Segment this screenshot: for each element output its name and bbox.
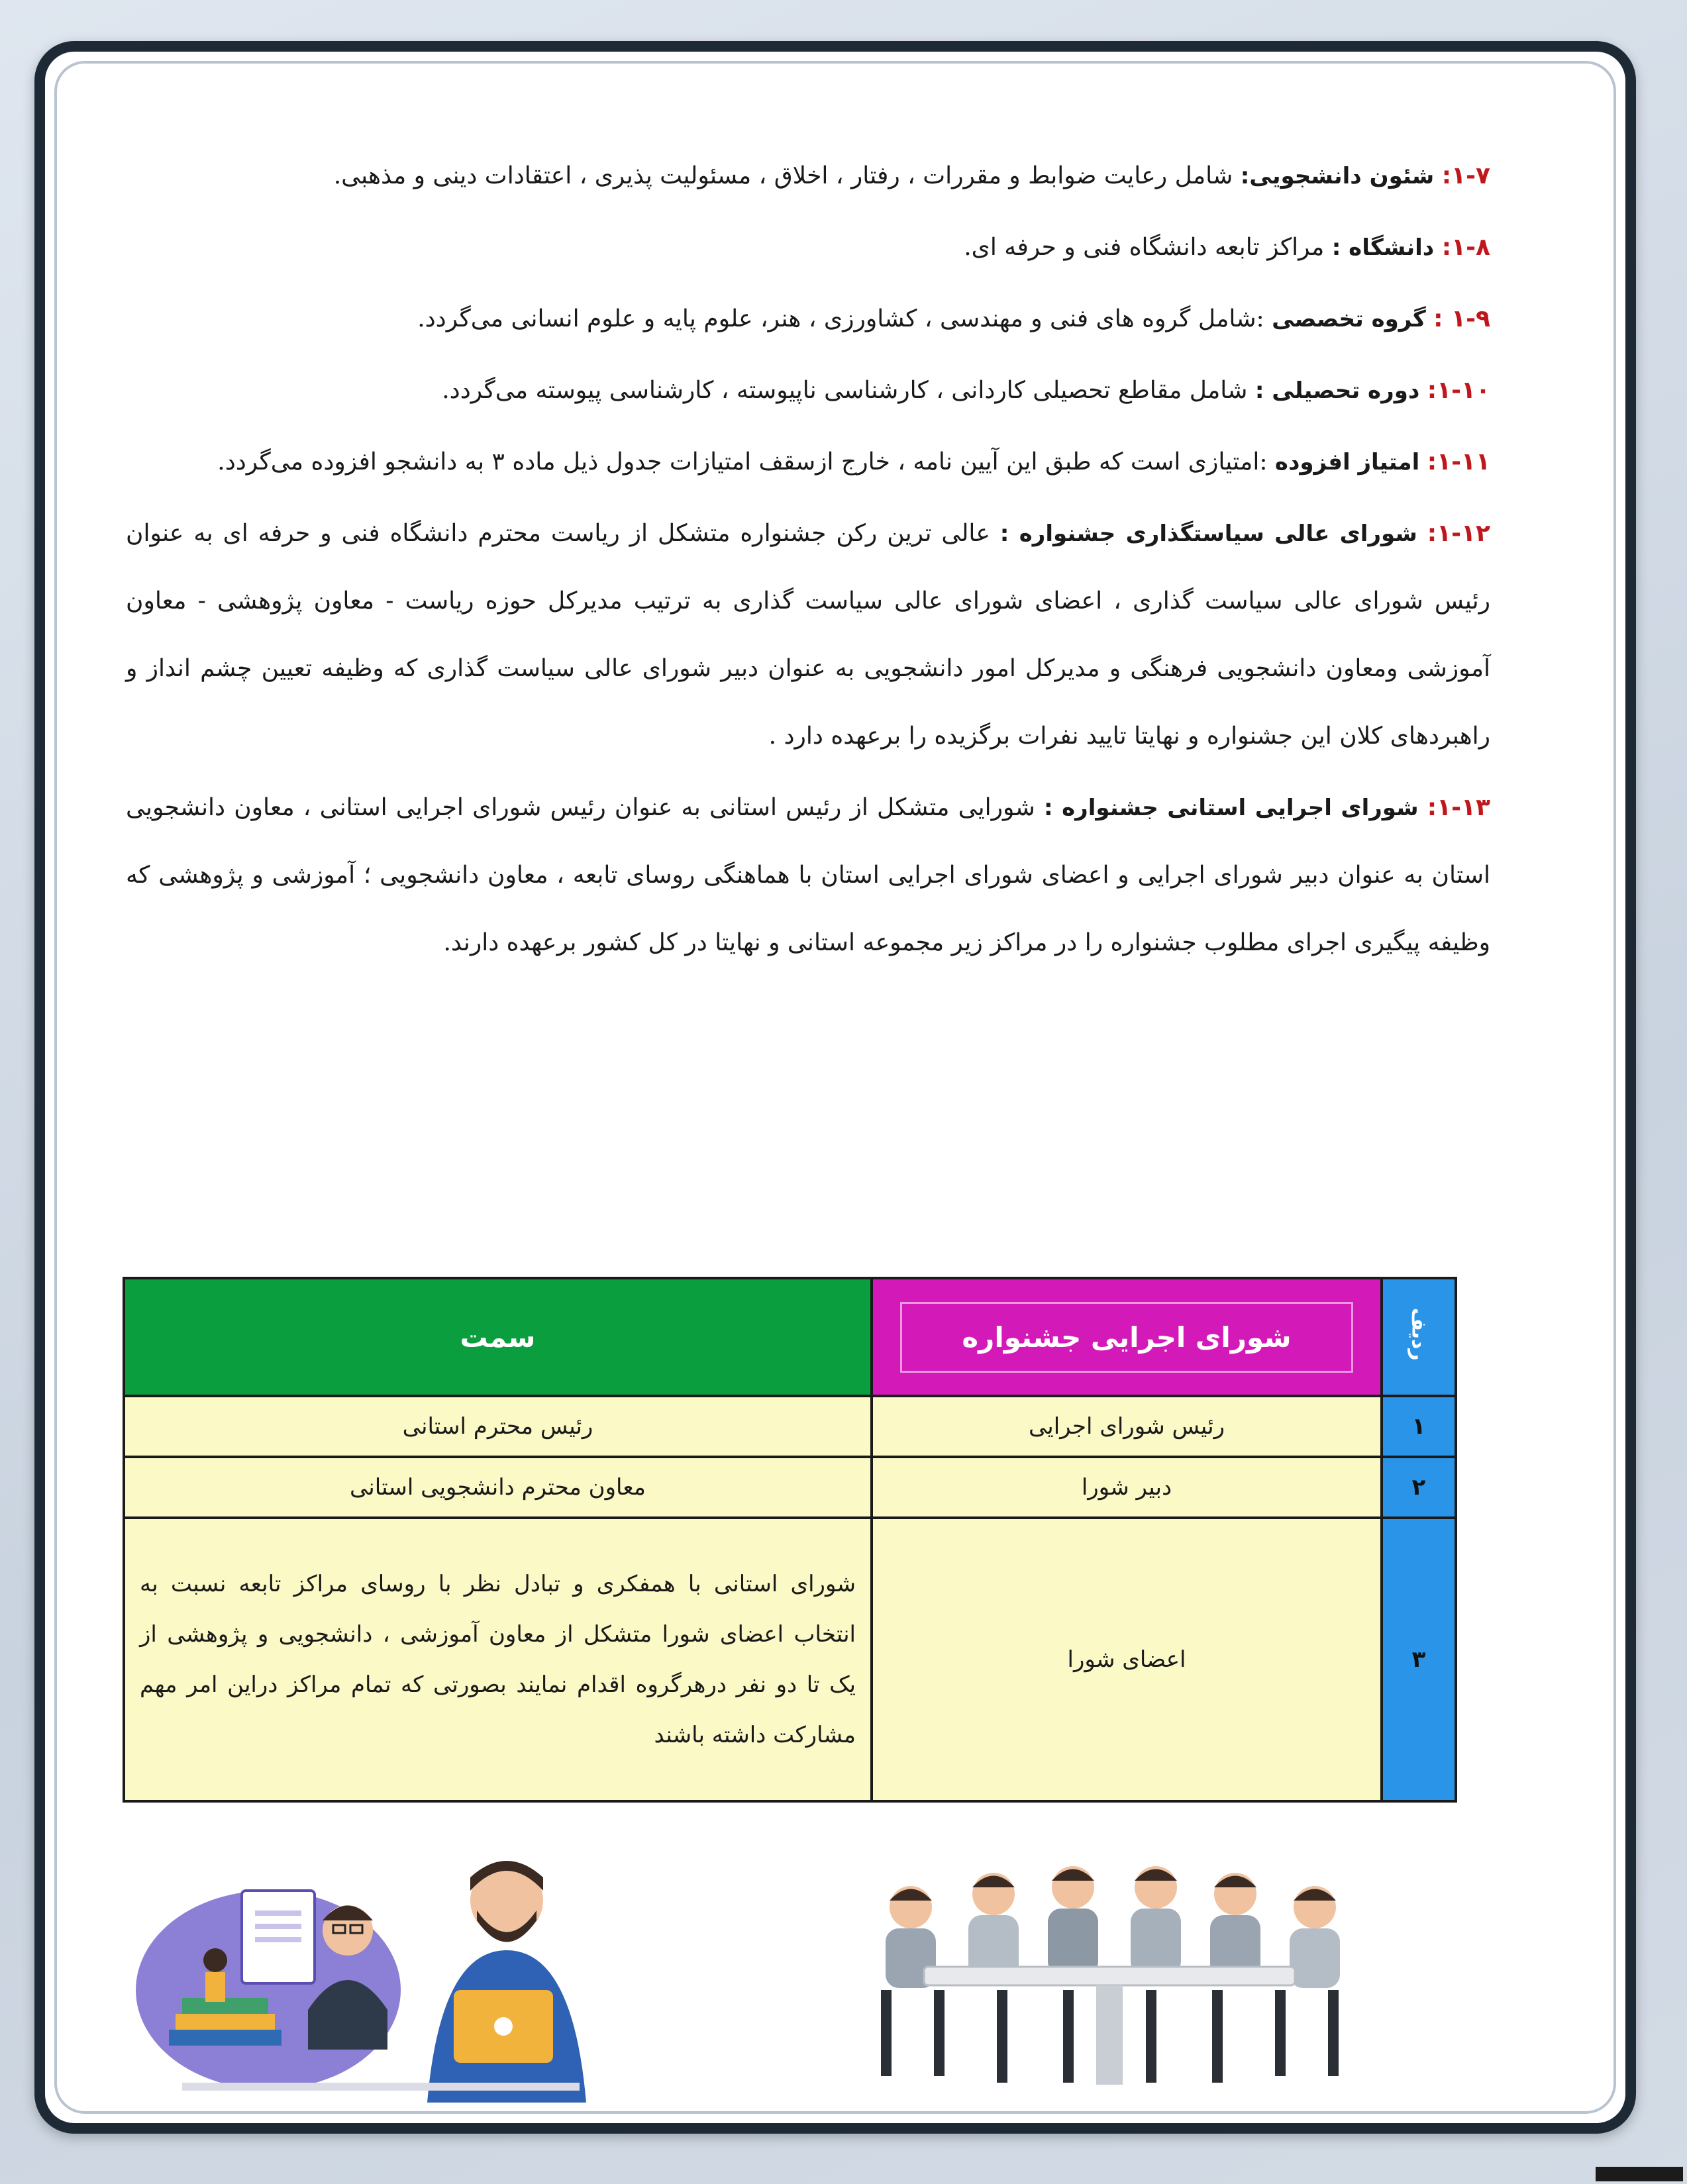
definitions-section xyxy=(126,142,1490,981)
role-cell: رئیس محترم استانی xyxy=(124,1396,872,1457)
header-council xyxy=(872,1278,1382,1396)
definition-text: :امتیازی است که طبق این آیین نامه ، خارج ازسقف امتیازات جدول ذیل ماده ۳ به دانشجو افزوده می‌گردد. xyxy=(217,448,1275,475)
council-cell: رئیس شورای اجرایی xyxy=(872,1396,1382,1457)
header-council-label: شورای اجرایی جشنواره xyxy=(900,1302,1353,1373)
definition-term: شئون دانشجویی: xyxy=(1240,163,1435,189)
definition-number: ۱-۹ : xyxy=(1433,305,1490,332)
table-row xyxy=(124,1518,1456,1801)
definition-1-13 xyxy=(126,774,1490,977)
definition-text: شورایی متشکل از رئیس استانی به عنوان رئیس شورای اجرایی استانی ، معاون دانشجویی استان به عنوان دبیر شورای اجرایی و اعضای شورای اجرایی استان با هماهنگی روسای تابعه ، معاون دانشجویی ؛ آموزشی و پژوهشی که وظیفه پیگیری اجرای مطلوب جشنواره را در مراکز زیر مجموعه استانی و نهایتا در کل کشور برعهده دارند. xyxy=(126,794,1490,956)
definition-1-10 xyxy=(126,357,1490,424)
meeting-table-illustration xyxy=(844,1854,1374,2093)
definition-term: شورای اجرایی استانی جشنواره : xyxy=(1043,795,1419,821)
books-stack-icon xyxy=(169,2030,281,2046)
table-leg xyxy=(1096,1985,1123,2085)
header-role xyxy=(124,1278,872,1396)
definition-text: شامل مقاطع تحصیلی کاردانی ، کارشناسی ناپیوسته ، کارشناسی پیوسته می‌گردد. xyxy=(442,377,1255,404)
definition-number: ۱-۱۱: xyxy=(1427,448,1490,475)
students-and-teacher-illustration xyxy=(136,1838,626,2103)
definition-term: دوره تحصیلی : xyxy=(1254,377,1420,404)
executive-council-table-wrapper xyxy=(123,1277,1457,1803)
definition-term: گروه تخصصی xyxy=(1272,306,1426,332)
role-cell: شورای استانی با همفکری و تبادل نظر با روسای مراکز تابعه نسبت به انتخاب اعضای شورا متشکل از معاون آموزشی ، دانشجویی و پژوهشی از یک تا دو نفر درهرگروه اقدام نمایند بصورتی که تمام مراکز دراین امر مهم مشارکت داشته باشند xyxy=(124,1518,872,1801)
table-header-row xyxy=(124,1278,1456,1396)
executive-council-table xyxy=(123,1277,1457,1803)
row-number: ۳ xyxy=(1382,1518,1456,1801)
definition-term: امتیاز افزوده xyxy=(1274,449,1420,475)
definition-1-7 xyxy=(126,142,1490,210)
header-role-label: سمت xyxy=(460,1320,536,1354)
watermark-badge xyxy=(1596,2167,1683,2181)
council-cell: دبیر شورا xyxy=(872,1457,1382,1518)
row-number: ۲ xyxy=(1382,1457,1456,1518)
header-row-number-label: ردیف xyxy=(1407,1308,1431,1361)
table-row xyxy=(124,1457,1456,1518)
student-figure xyxy=(203,1948,227,1972)
definition-1-11 xyxy=(126,428,1490,496)
definition-number: ۱-۱۳: xyxy=(1427,794,1490,821)
definition-number: ۱-۱۲: xyxy=(1427,520,1490,547)
definition-1-8 xyxy=(126,214,1490,281)
definition-text: شامل رعایت ضوابط و مقررات ، رفتار ، اخلاق ، مسئولیت پذیری ، اعتقادات دینی و مذهبی. xyxy=(333,162,1241,189)
definition-text: :شامل گروه های فنی و مهندسی ، کشاورزی ، هنر، علوم پایه و علوم انسانی می‌گردد. xyxy=(417,305,1272,332)
meeting-table xyxy=(924,1967,1295,1985)
definition-text: مراکز تابعه دانشگاه فنی و حرفه ای. xyxy=(964,234,1332,261)
definition-term: شورای عالی سیاستگذاری جشنواره : xyxy=(999,521,1417,547)
council-cell: اعضای شورا xyxy=(872,1518,1382,1801)
table-row xyxy=(124,1396,1456,1457)
definition-term: دانشگاه : xyxy=(1331,234,1435,261)
definition-number: ۱-۷: xyxy=(1441,162,1490,189)
definition-1-12 xyxy=(126,500,1490,770)
row-number: ۱ xyxy=(1382,1396,1456,1457)
definition-text: عالی ترین رکن جشنواره متشکل از ریاست محترم دانشگاه فنی و حرفه ای به عنوان رئیس شورای عالی سیاست گذاری ، اعضای شورای عالی سیاست گذاری به ترتیب مدیرکل حوزه ریاست - معاون پژوهشی - معاون آموزشی ومعاون دانشجویی فرهنگی و مدیرکل امور دانشجویی به عنوان دبیر شورای عالی سیاست گذاری که وظیفه تعیین چشم انداز و راهبردهای کلان این جشنواره و نهایتا تایید نفرات برگزیده را برعهده دارد . xyxy=(126,520,1490,750)
definition-1-9 xyxy=(126,285,1490,353)
definition-number: ۱-۸: xyxy=(1441,234,1490,261)
role-cell: معاون محترم دانشجویی استانی xyxy=(124,1457,872,1518)
header-row-number xyxy=(1382,1278,1456,1396)
definition-number: ۱-۱۰: xyxy=(1427,377,1490,404)
